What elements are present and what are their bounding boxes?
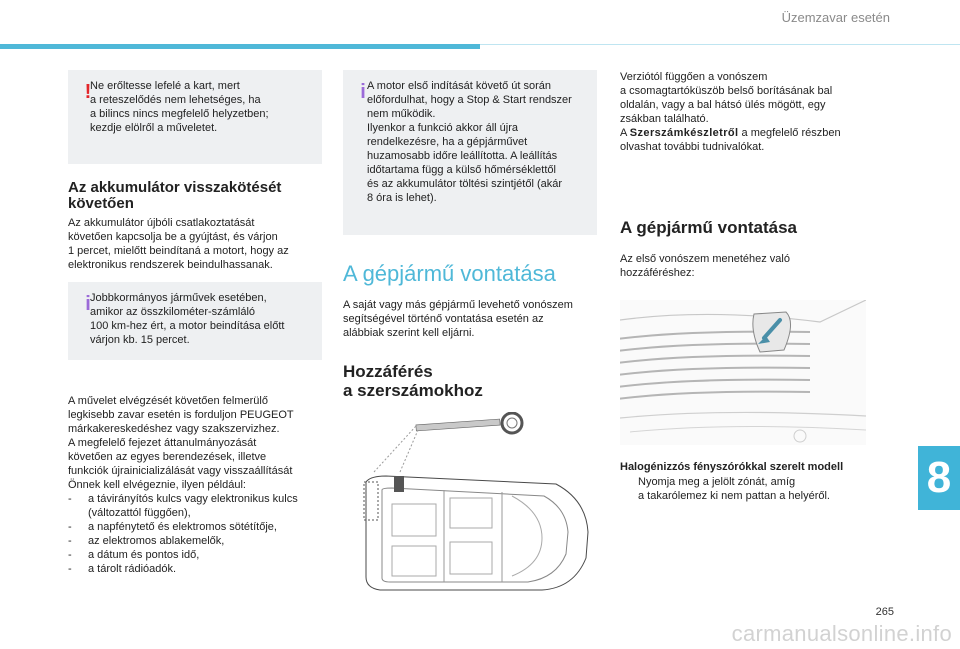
halogen-model-label: Halogénizzós fényszórókkal szerelt modell <box>620 461 844 473</box>
tow-eye-location-text: Verziótól függően a vonószem a csomagtartóküszöb belső borításának bal oldalán, vagy a bal hátsó ülés mögött, egy zsákban található. A Szerszámkészletről a megfelelő részben olvashat további tudnivalókat. <box>620 70 890 154</box>
header-rule <box>480 44 960 45</box>
battery-heading: Az akkumulátor visszakötését követően <box>68 179 282 212</box>
info-text: A motor első indítását követő út során előfordulhat, hogy a Stop & Start rendszer nem működik. Ilyenkor a funkció akkor áll újra rendelkezésre, ha a gépjárművet huzamosabb időre leállította. A leállítás időtartama függ a külső hőmérséklettől és az akkumulátor töltési szintjétől (akár 8 óra is lehet). <box>367 80 572 204</box>
warning-text: Ne erőltesse lefelé a kart, mert a reteszelődés nem lehetséges, ha a bilincs nincs megfelelő helyzetben; kezdje elölről a műveletet. <box>90 80 269 134</box>
header-accent-bar <box>0 44 480 49</box>
watermark: carmanualsonline.info <box>731 621 952 646</box>
list-item: - az elektromos ablakemelők, <box>68 535 225 547</box>
section-title: A gépjármű vontatása <box>343 261 556 286</box>
front-bumper-illustration <box>620 300 866 445</box>
rear-seat-position <box>394 476 404 492</box>
front-eye-text: Az első vonószem menetéhez való hozzáféréshez: <box>620 253 790 279</box>
info-text: Jobbkormányos járművek esetében, amikor az összkilométer-számláló 100 km-hez ért, a motor beindítása előtt várjon kb. 15 percet. <box>90 292 285 346</box>
tow-eye-icon <box>416 413 522 433</box>
cover-plate-icon <box>753 312 791 352</box>
front-grille-graphic <box>620 300 866 445</box>
battery-intro: Az akkumulátor újbóli csatlakoztatását követően kapcsolja be a gyújtást, és várjon 1 percet, mielőtt beindítaná a motort, hogy az elektronikus rendszerek beindulhassanak. <box>68 217 289 271</box>
after-operation-text: A művelet elvégzését követően felmerülő legkisebb zavar esetén is forduljon PEUGEOT márkakereskedéshez vagy szakszervizhez. A megfelelő fejezet áttanulmányozását követően az egyes berendezések, illetve funkciók újrainicializálását vagy visszaállítását Önnek kell elvégeznie, ilyen például: - a távirányítós kulcs vagy elektronikus kulcs (változattól függően), - a napfénytető és elektromos sötétítője, - az elektromos ablakemelők, - a dátum és pontos idő, - a tárolt rádióadók. <box>68 394 330 576</box>
step-text: Nyomja meg a jelölt zónát, amíg a takarólemez ki nem pattan a helyéről. <box>638 476 830 502</box>
info-icon: i <box>360 81 366 103</box>
page-number: 265 <box>875 606 894 618</box>
list-item: - a napfénytető és elektromos sötétítője, <box>68 521 277 533</box>
chapter-tab: 8 <box>918 446 960 510</box>
info-icon: i <box>85 293 91 315</box>
towing-intro: A saját vagy más gépjármű levehető vonószem segítségével történő vontatása esetén az alábbiak szerint kell eljárni. <box>343 299 573 339</box>
list-item: - a dátum és pontos idő, <box>68 549 200 561</box>
car-top-view-illustration <box>352 412 598 602</box>
list-item: - a tárolt rádióadók. <box>68 563 177 575</box>
running-title: Üzemzavar esetén <box>781 10 890 25</box>
warning-box <box>68 70 322 164</box>
towing-heading: A gépjármű vontatása <box>620 218 797 237</box>
info-box-stop-start <box>343 70 597 235</box>
car-outline-graphic <box>352 412 598 602</box>
warning-icon: ! <box>84 81 92 103</box>
info-box-rhd <box>68 282 322 360</box>
tools-access-heading: Hozzáférés a szerszámokhoz <box>343 362 483 400</box>
list-item: - a távirányítós kulcs vagy elektronikus kulcs <box>68 493 298 505</box>
toolkit-reference: A Szerszámkészletről a megfelelő részben <box>620 127 841 139</box>
